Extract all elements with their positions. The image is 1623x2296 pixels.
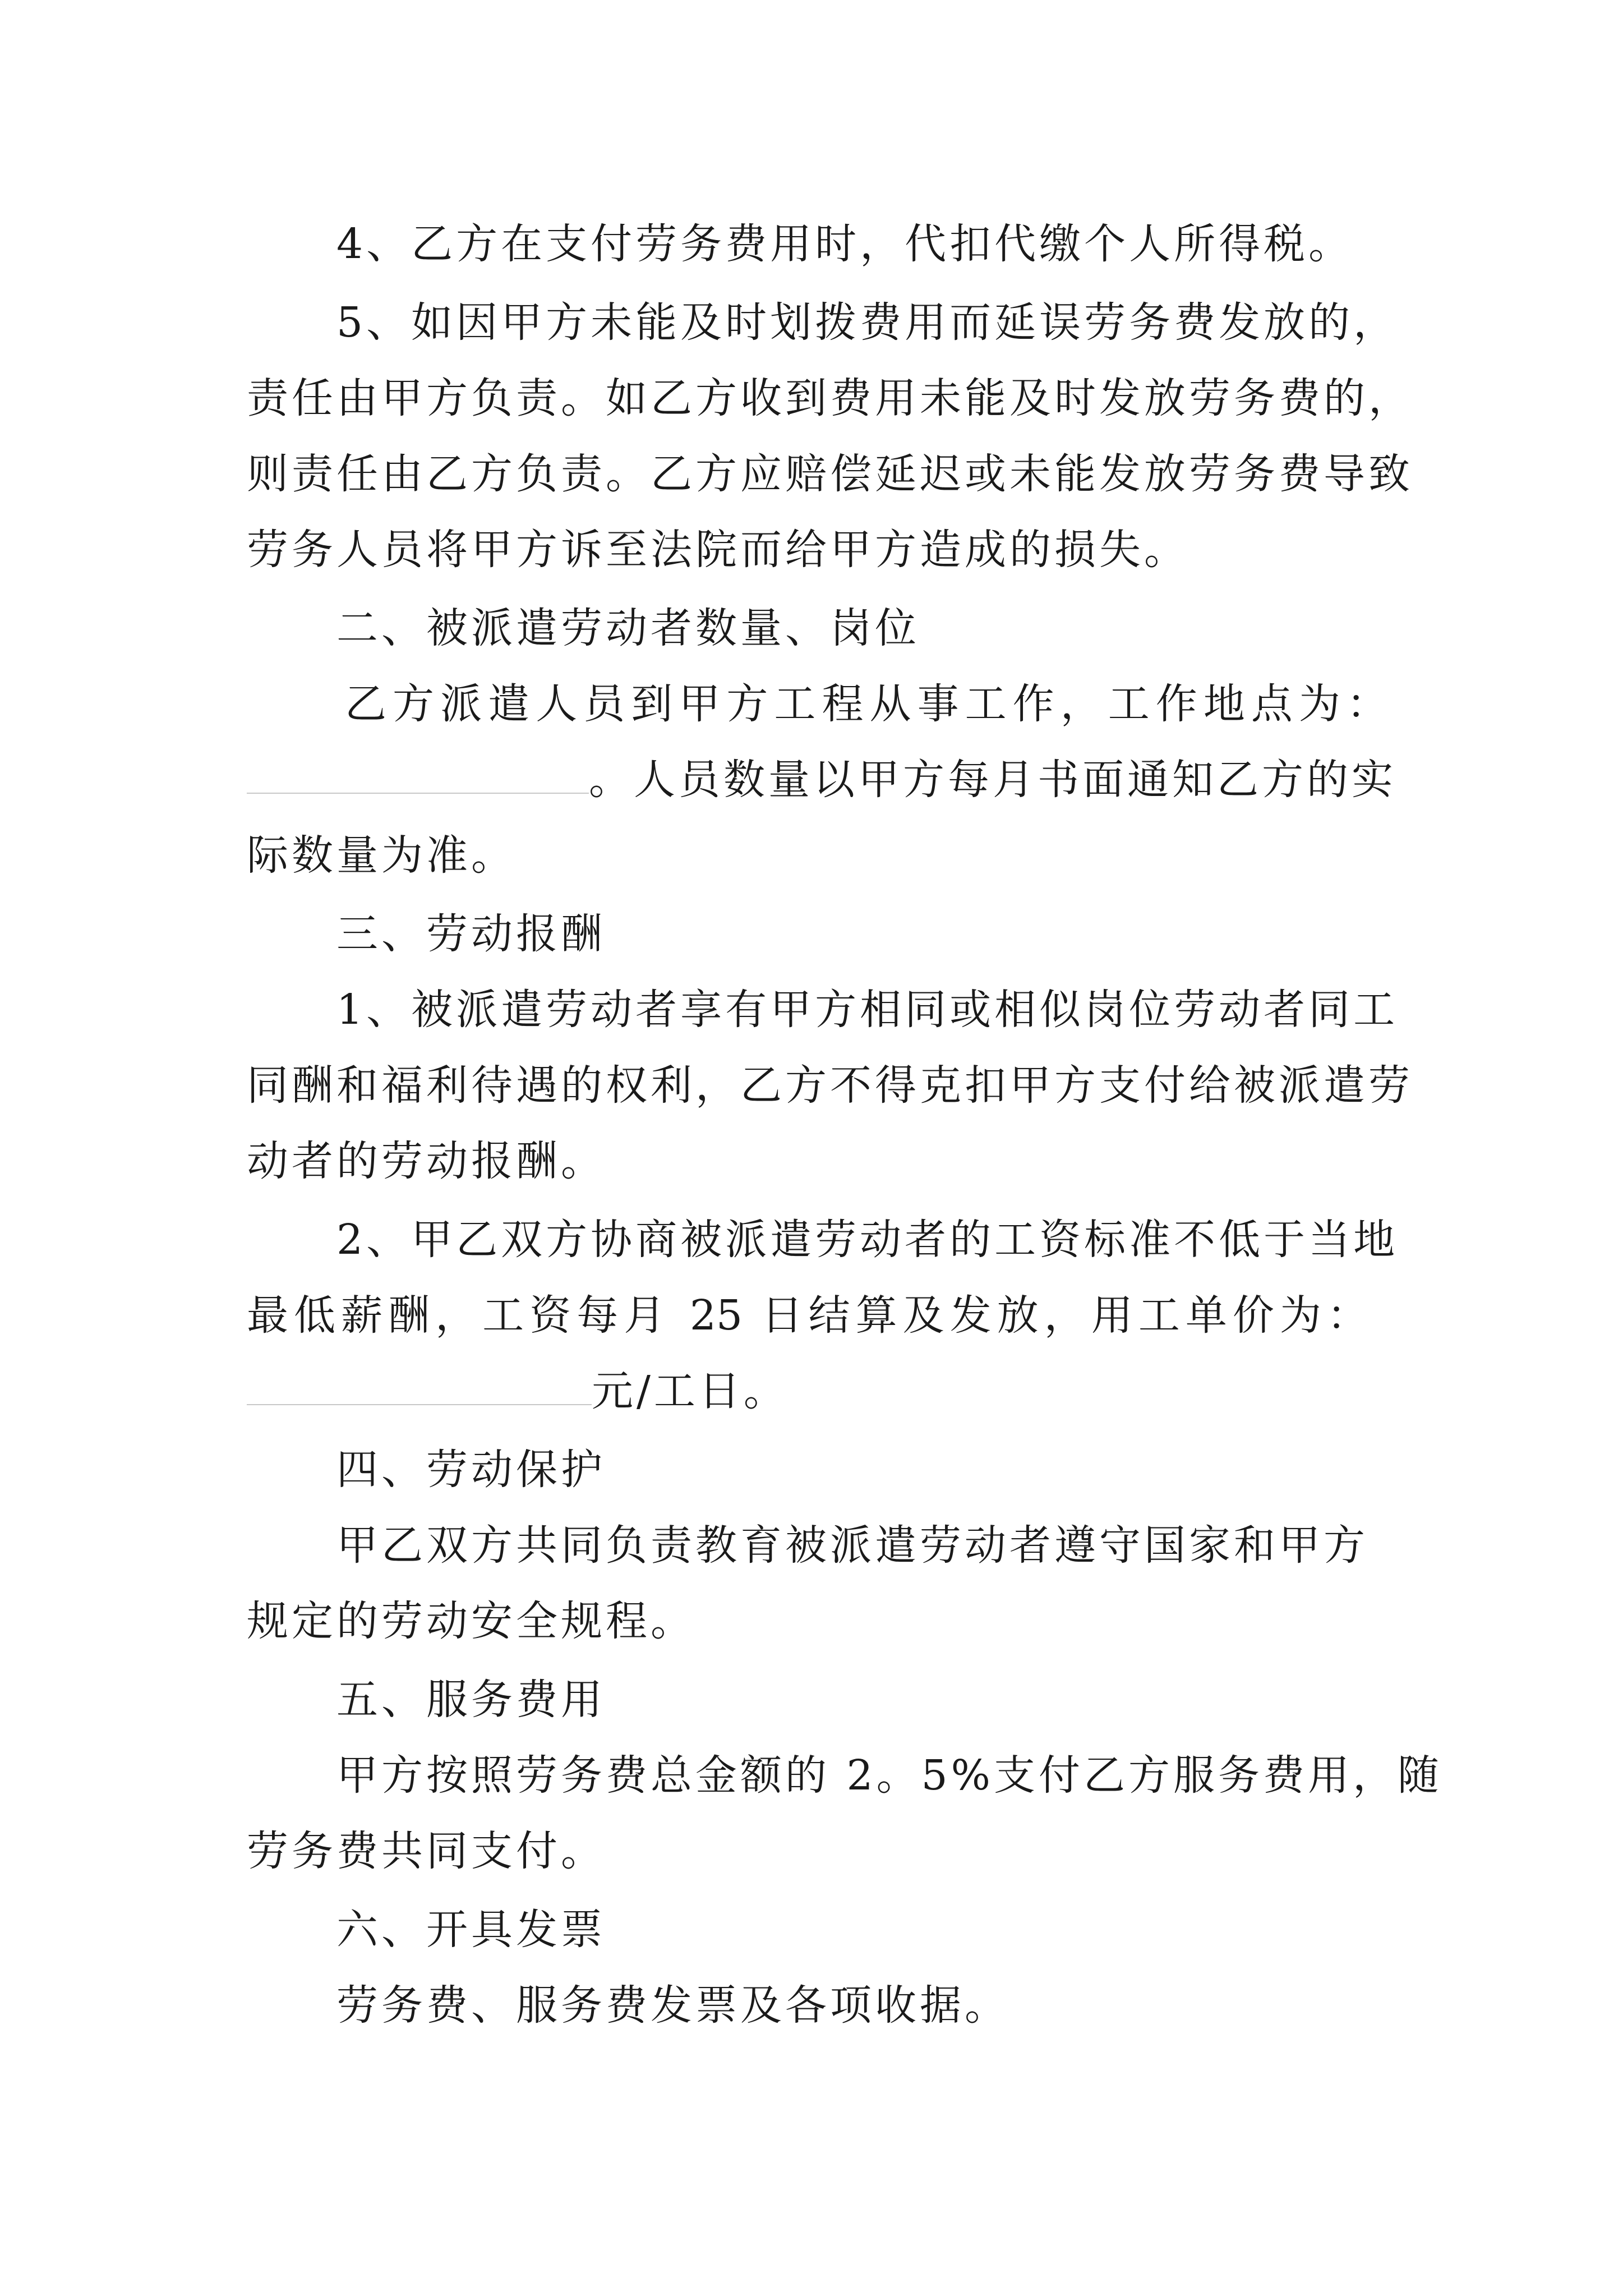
paragraph-line-6: 乙方派遣人员到甲方工程从事工作，工作地点为： <box>345 680 1388 728</box>
paragraph-line-16: 规定的劳动安全规程。 <box>247 1597 695 1645</box>
paragraph-line-1: 4、乙方在支付劳务费用时，代扣代缴个人所得税。 <box>336 220 1354 268</box>
paragraph-line-5: 劳务人员将甲方诉至法院而给甲方造成的损失。 <box>247 526 1189 574</box>
paragraph-line-12: 2、甲乙双方协商被派遣劳动者的工资标准不低于当地 <box>336 1216 1399 1264</box>
paragraph-line-18: 劳务费共同支付。 <box>247 1827 606 1875</box>
paragraph-line-13: 最低薪酬，工资每月 25 日结算及发放，用工单价为： <box>247 1291 1368 1340</box>
paragraph-line-10: 同酬和福利待遇的权利，乙方不得克扣甲方支付给被派遣劳 <box>247 1061 1413 1110</box>
section-heading-3: 三、劳动报酬 <box>336 910 606 958</box>
section-heading-4: 四、劳动保护 <box>336 1446 606 1494</box>
fill-in-blank-unit-price <box>247 1365 592 1405</box>
paragraph-line-14-text: 元/工日。 <box>592 1367 789 1415</box>
section-heading-6: 六、开具发票 <box>336 1906 606 1954</box>
paragraph-line-19: 劳务费、服务费发票及各项收据。 <box>336 1981 1009 2030</box>
paragraph-line-4: 则责任由乙方负责。乙方应赔偿延迟或未能发放劳务费导致 <box>247 450 1413 498</box>
paragraph-line-7-text: 。人员数量以甲方每月书面通知乙方的实 <box>589 756 1396 804</box>
paragraph-line-8: 际数量为准。 <box>247 831 516 880</box>
paragraph-line-15: 甲乙双方共同负责教育被派遣劳动者遵守国家和甲方 <box>336 1521 1368 1570</box>
paragraph-line-2: 5、如因甲方未能及时划拨费用而延误劳务费发放的， <box>336 298 1399 347</box>
section-heading-2: 二、被派遣劳动者数量、岗位 <box>336 604 920 652</box>
fill-in-blank-location <box>247 753 589 794</box>
paragraph-line-7 <box>247 752 1396 808</box>
section-heading-5: 五、服务费用 <box>336 1676 606 1724</box>
paragraph-line-3: 责任由甲方负责。如乙方收到费用未能及时发放劳务费的， <box>247 374 1413 422</box>
paragraph-line-9: 1、被派遣劳动者享有甲方相同或相似岗位劳动者同工 <box>336 986 1399 1034</box>
paragraph-line-11: 动者的劳动报酬。 <box>247 1137 606 1185</box>
paragraph-line-14 <box>247 1363 789 1419</box>
paragraph-line-17: 甲方按照劳务费总金额的 2。5%支付乙方服务费用，随 <box>336 1751 1442 1800</box>
